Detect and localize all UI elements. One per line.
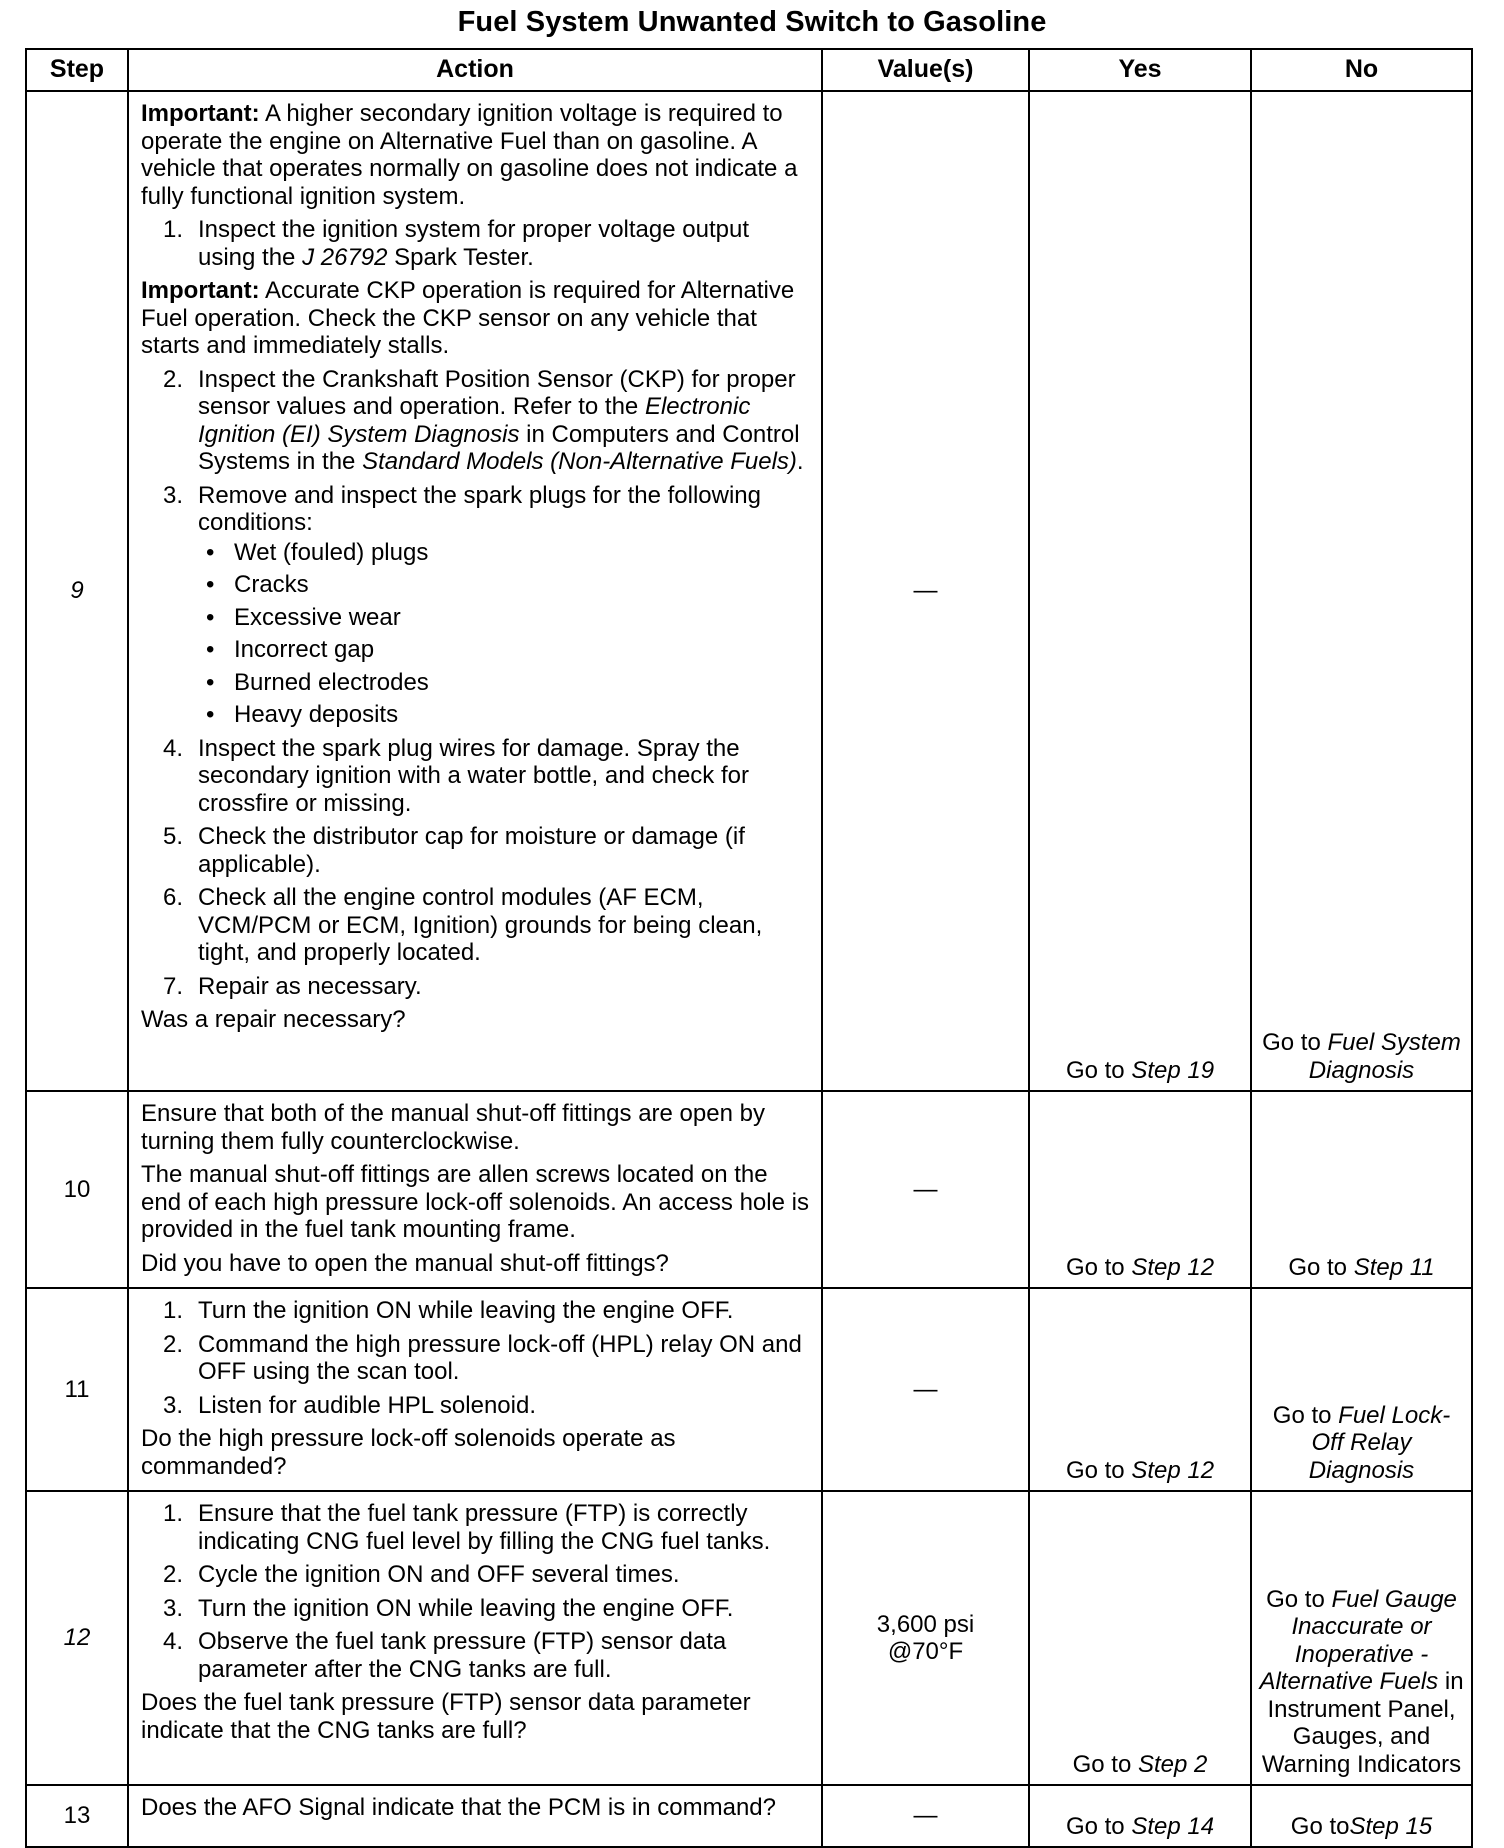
goto-reference: Step 12 bbox=[1131, 1253, 1215, 1281]
question: Do the high pressure lock-off solenoids operate as commanded? bbox=[141, 1425, 676, 1480]
item-text: Cracks bbox=[234, 571, 309, 598]
bullet-icon: • bbox=[206, 701, 215, 728]
item-number: 5. bbox=[163, 823, 184, 850]
list-item bbox=[198, 636, 811, 664]
item-text: Listen for audible HPL solenoid. bbox=[198, 1391, 536, 1419]
bullet-icon: • bbox=[206, 538, 215, 566]
important-text: Accurate CKP operation is required for Alternative Fuel operation. Check the CKP sensor on any vehicle that starts and immediately stalls. bbox=[141, 277, 795, 359]
goto-reference: Step 19 bbox=[1131, 1056, 1215, 1084]
important-text: A higher secondary ignition voltage is required to operate the engine on Alternative Fuel than on gasoline. A vehicle that operates normally on gasoline does not indicate a fully functional ignition system. bbox=[141, 100, 798, 210]
list-item bbox=[141, 1561, 811, 1589]
goto-text: Go to bbox=[1262, 1029, 1328, 1056]
temperature-value: @70°F bbox=[887, 1638, 964, 1665]
goto-reference: Fuel System Diagnosis bbox=[1308, 1029, 1461, 1084]
bullet-icon: • bbox=[206, 603, 215, 631]
important-note bbox=[141, 100, 811, 210]
list-item bbox=[198, 604, 811, 632]
item-text: Remove and inspect the spark plugs for the following conditions: bbox=[198, 481, 761, 536]
item-number: 2. bbox=[163, 365, 184, 393]
list-item bbox=[141, 1297, 811, 1325]
item-text: Cycle the ignition ON and OFF several times. bbox=[198, 1561, 680, 1588]
no-cell bbox=[1251, 1785, 1472, 1847]
yes-cell bbox=[1029, 1091, 1251, 1288]
goto-reference: Step 2 bbox=[1137, 1750, 1208, 1778]
goto-text: Go to bbox=[1065, 1056, 1132, 1084]
list-item bbox=[141, 973, 811, 1001]
item-number: 3. bbox=[163, 1594, 184, 1622]
goto-text: in Instrument Panel, Gauges, and Warning Indicators bbox=[1261, 1668, 1464, 1778]
item-text: Heavy deposits bbox=[234, 701, 399, 728]
yes-cell bbox=[1029, 91, 1251, 1091]
table-row bbox=[26, 1288, 1472, 1491]
value-cell: — bbox=[822, 1288, 1029, 1491]
item-text: Inspect the Crankshaft Position Sensor (CKP) for proper sensor values and operation. Refer to the bbox=[198, 365, 796, 420]
list-item bbox=[141, 1392, 811, 1420]
list-item bbox=[141, 735, 811, 818]
list-item bbox=[141, 216, 811, 271]
item-number: 4. bbox=[163, 1628, 184, 1655]
list-item bbox=[141, 482, 811, 729]
item-number: 2. bbox=[163, 1561, 184, 1588]
table-row bbox=[26, 1491, 1472, 1785]
action-cell bbox=[128, 1091, 822, 1288]
important-label: Important: bbox=[141, 100, 260, 127]
header-no: No bbox=[1251, 49, 1472, 91]
item-text: Command the high pressure lock-off (HPL) relay ON and OFF using the scan tool. bbox=[198, 1330, 802, 1385]
item-text: Incorrect gap bbox=[234, 636, 375, 663]
action-cell bbox=[128, 1785, 822, 1847]
doc-reference: Standard Models (Non-Alternative Fuels) bbox=[362, 448, 797, 475]
value-cell: — bbox=[822, 1785, 1029, 1847]
item-number: 1. bbox=[163, 216, 184, 243]
item-text: Inspect the spark plug wires for damage. Spray the secondary ignition with a water bottle, and check for crossfire or missing. bbox=[198, 734, 749, 817]
item-text: Turn the ignition ON while leaving the engine OFF. bbox=[198, 1594, 734, 1622]
no-cell bbox=[1251, 1091, 1472, 1288]
header-step: Step bbox=[26, 49, 128, 91]
item-text: Check the distributor cap for moisture or damage (if applicable). bbox=[198, 823, 745, 878]
item-text: Spark Tester. bbox=[387, 243, 534, 271]
goto-reference: Step 15 bbox=[1349, 1812, 1433, 1840]
list-item bbox=[141, 1331, 811, 1386]
list-item bbox=[141, 823, 811, 878]
step-number: 12 bbox=[26, 1491, 128, 1785]
goto-text: Go to bbox=[1065, 1812, 1132, 1840]
list-item bbox=[141, 1595, 811, 1623]
item-text: Turn the ignition ON while leaving the engine OFF. bbox=[198, 1297, 734, 1324]
diagnostic-table bbox=[25, 48, 1473, 1848]
pressure-value: 3,600 psi bbox=[876, 1610, 975, 1638]
goto-reference: Step 11 bbox=[1353, 1253, 1435, 1281]
item-number: 3. bbox=[163, 1391, 184, 1419]
list-item bbox=[141, 1628, 811, 1683]
question: Did you have to open the manual shut-off fittings? bbox=[141, 1249, 669, 1277]
table-row bbox=[26, 1091, 1472, 1288]
goto-reference: Fuel Lock-Off Relay Diagnosis bbox=[1308, 1401, 1451, 1484]
item-number: 7. bbox=[163, 972, 184, 1000]
procedure-list bbox=[141, 216, 811, 271]
table-row bbox=[26, 1785, 1472, 1847]
no-cell bbox=[1251, 1288, 1472, 1491]
item-text: Ensure that the fuel tank pressure (FTP) is correctly indicating CNG fuel level by filling the CNG fuel tanks. bbox=[198, 1500, 771, 1555]
action-cell bbox=[128, 1288, 822, 1491]
doc-reference: Electronic Ignition (EI) System Diagnosis bbox=[198, 393, 751, 448]
bullet-icon: • bbox=[206, 636, 215, 663]
item-number: 1. bbox=[163, 1297, 184, 1324]
list-item bbox=[141, 1500, 811, 1555]
item-number: 3. bbox=[163, 481, 184, 509]
goto-text: Go to bbox=[1072, 1750, 1138, 1778]
item-text: Repair as necessary. bbox=[198, 972, 422, 1000]
item-number: 2. bbox=[163, 1330, 184, 1358]
goto-text: Go to bbox=[1288, 1253, 1354, 1281]
item-number: 1. bbox=[163, 1500, 184, 1527]
item-number: 4. bbox=[163, 734, 184, 762]
item-text: Observe the fuel tank pressure (FTP) sensor data parameter after the CNG tanks are full. bbox=[198, 1628, 727, 1683]
header-yes: Yes bbox=[1029, 49, 1251, 91]
goto-reference: Fuel Gauge Inaccurate or Inoperative - Alternative Fuels bbox=[1259, 1585, 1457, 1695]
question: Does the fuel tank pressure (FTP) sensor data parameter indicate that the CNG tanks are full? bbox=[141, 1689, 751, 1744]
step-number: 10 bbox=[26, 1091, 128, 1288]
goto-text: Go to bbox=[1290, 1812, 1350, 1840]
procedure-list bbox=[141, 1297, 811, 1419]
item-text: Inspect the ignition system for proper voltage output using the bbox=[198, 216, 749, 271]
goto-text: Go to bbox=[1266, 1585, 1332, 1613]
step-number: 11 bbox=[26, 1288, 128, 1491]
table-header-row bbox=[26, 49, 1472, 91]
item-text: in Computers and Control Systems in the bbox=[198, 420, 800, 475]
page-title: Fuel System Unwanted Switch to Gasoline bbox=[457, 6, 1047, 38]
item-text: Check all the engine control modules (AF ECM, VCM/PCM or ECM, Ignition) grounds for being clean, tight, and properly located. bbox=[198, 884, 763, 966]
item-text: Burned electrodes bbox=[234, 668, 429, 696]
goto-text: Go to bbox=[1065, 1456, 1132, 1484]
yes-cell bbox=[1029, 1785, 1251, 1847]
table-row bbox=[26, 91, 1472, 1091]
bullet-icon: • bbox=[206, 668, 215, 696]
important-label: Important: bbox=[141, 277, 260, 304]
item-text: . bbox=[796, 448, 804, 475]
item-number: 6. bbox=[163, 884, 184, 911]
important-note bbox=[141, 277, 811, 360]
question: Was a repair necessary? bbox=[141, 1006, 406, 1033]
goto-reference: Step 12 bbox=[1131, 1456, 1215, 1484]
step-number: 9 bbox=[26, 91, 128, 1091]
value-cell bbox=[822, 1491, 1029, 1785]
list-item bbox=[198, 571, 811, 599]
question: Does the AFO Signal indicate that the PCM is in command? bbox=[141, 1794, 776, 1821]
goto-text: Go to bbox=[1272, 1401, 1339, 1429]
header-action: Action bbox=[128, 49, 822, 91]
item-text: Wet (fouled) plugs bbox=[234, 538, 429, 566]
header-values: Value(s) bbox=[822, 49, 1029, 91]
list-item bbox=[198, 669, 811, 697]
procedure-list bbox=[141, 1500, 811, 1683]
action-cell bbox=[128, 91, 822, 1091]
list-item bbox=[198, 539, 811, 567]
value-cell: — bbox=[822, 91, 1029, 1091]
no-cell bbox=[1251, 1491, 1472, 1785]
instruction: Ensure that both of the manual shut-off fittings are open by turning them fully counterclockwise. bbox=[141, 1100, 765, 1155]
list-item bbox=[141, 366, 811, 476]
goto-reference: Step 14 bbox=[1131, 1812, 1215, 1840]
list-item bbox=[141, 884, 811, 967]
goto-text: Go to bbox=[1065, 1253, 1132, 1281]
procedure-list bbox=[141, 366, 811, 1001]
yes-cell bbox=[1029, 1491, 1251, 1785]
list-item bbox=[198, 701, 811, 729]
bullet-icon: • bbox=[206, 571, 215, 598]
condition-list bbox=[198, 539, 811, 729]
action-cell bbox=[128, 1491, 822, 1785]
yes-cell bbox=[1029, 1288, 1251, 1491]
step-number: 13 bbox=[26, 1785, 128, 1847]
item-text: Excessive wear bbox=[234, 603, 401, 631]
value-cell: — bbox=[822, 1091, 1029, 1288]
no-cell bbox=[1251, 91, 1472, 1091]
note: The manual shut-off fittings are allen screws located on the end of each high pressure lock-off solenoids. An access hole is provided in the fuel tank mounting frame. bbox=[141, 1161, 809, 1243]
tool-reference: J 26792 bbox=[302, 243, 388, 271]
